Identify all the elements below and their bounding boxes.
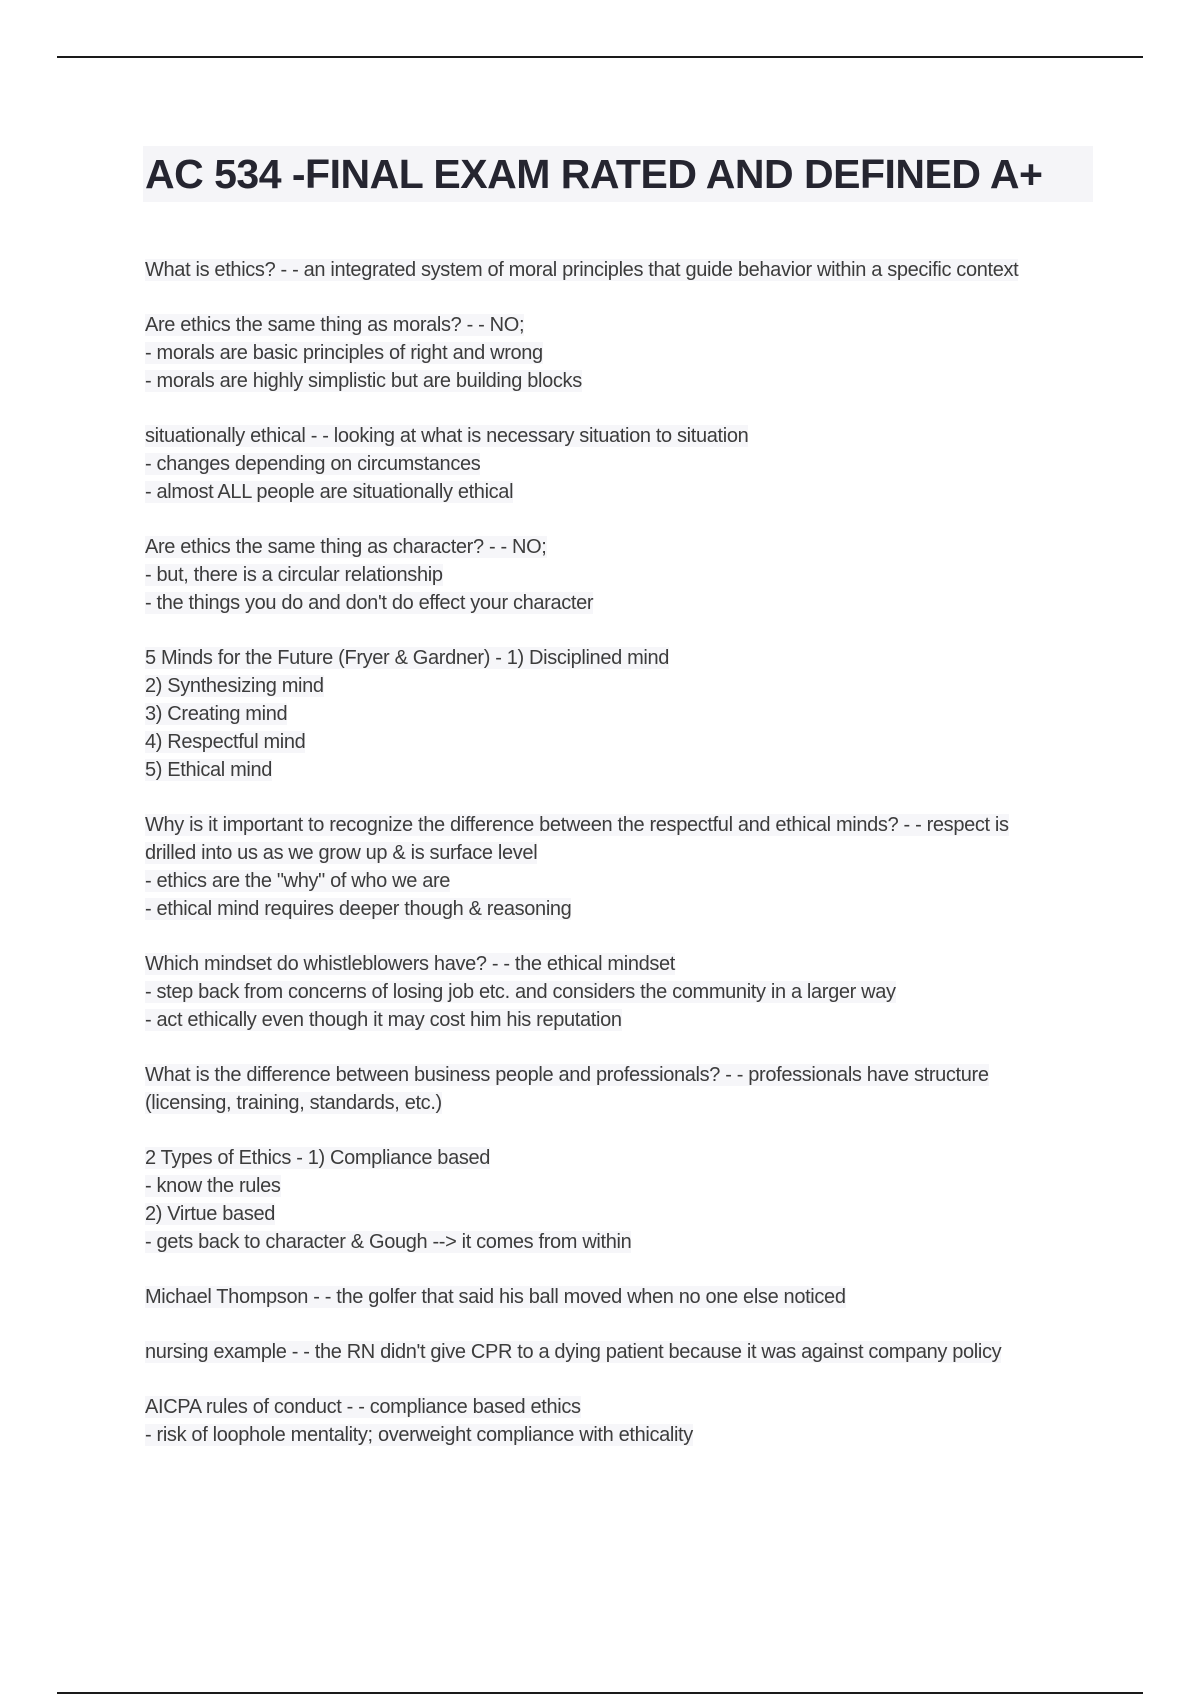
line-text: What is the difference between business people and professionals? - - professionals have structure: [145, 1064, 989, 1086]
flashcard-detail-line: [145, 1006, 1075, 1034]
flashcard-term-line: [145, 1393, 1075, 1421]
line-text: Are ethics the same thing as character? - - NO;: [145, 536, 547, 558]
flashcard-detail-line: [145, 756, 1075, 784]
line-text: 2 Types of Ethics - 1) Compliance based: [145, 1147, 491, 1169]
flashcard: [145, 644, 1075, 784]
line-text: - ethical mind requires deeper though & reasoning: [145, 898, 572, 920]
flashcard-term-line: [145, 1144, 1075, 1172]
flashcard-detail-line: [145, 1200, 1075, 1228]
line-text: drilled into us as we grow up & is surface level: [145, 842, 538, 864]
line-text: - the things you do and don't do effect your character: [145, 592, 594, 614]
flashcard-term-line: [145, 256, 1075, 284]
flashcard: [145, 256, 1075, 284]
flashcard-term-line: [145, 1338, 1075, 1366]
flashcard-detail-line: [145, 367, 1075, 395]
line-text: - morals are basic principles of right and wrong: [145, 342, 543, 364]
line-text: situationally ethical - - looking at what is necessary situation to situation: [145, 425, 749, 447]
flashcard: [145, 422, 1075, 506]
flashcard-detail-line: [145, 589, 1075, 617]
flashcard-detail-line: [145, 700, 1075, 728]
line-text: Michael Thompson - - the golfer that said his ball moved when no one else noticed: [145, 1286, 846, 1308]
flashcard: [145, 1283, 1075, 1311]
flashcard-detail-line: [145, 1172, 1075, 1200]
line-text: Are ethics the same thing as morals? - - NO;: [145, 314, 525, 336]
flashcard-term-line: [145, 1061, 1075, 1089]
line-text: - ethics are the "why" of who we are: [145, 870, 451, 892]
line-text: 4) Respectful mind: [145, 731, 306, 753]
flashcard-detail-line: [145, 561, 1075, 589]
line-text: - act ethically even though it may cost him his reputation: [145, 1009, 622, 1031]
line-text: nursing example - - the RN didn't give CPR to a dying patient because it was against company policy: [145, 1341, 1002, 1363]
line-text: - know the rules: [145, 1175, 281, 1197]
line-text: - almost ALL people are situationally ethical: [145, 481, 514, 503]
flashcard-term-line: [145, 811, 1075, 839]
flashcard-detail-line: [145, 978, 1075, 1006]
flashcard: [145, 1338, 1075, 1366]
top-rule: [57, 56, 1143, 58]
flashcard-term-line: [145, 644, 1075, 672]
flashcard-term-line: [145, 950, 1075, 978]
flashcard-detail-line: [145, 478, 1075, 506]
line-text: Which mindset do whistleblowers have? - - the ethical mindset: [145, 953, 676, 975]
line-text: 5 Minds for the Future (Fryer & Gardner) - 1) Disciplined mind: [145, 647, 670, 669]
flashcard-list: [145, 256, 1075, 1476]
line-text: - but, there is a circular relationship: [145, 564, 443, 586]
flashcard: [145, 311, 1075, 395]
line-text: Why is it important to recognize the difference between the respectful and ethical minds? - - respect is: [145, 814, 1009, 836]
line-text: - changes depending on circumstances: [145, 453, 481, 475]
line-text: - gets back to character & Gough --> it comes from within: [145, 1231, 632, 1253]
flashcard-detail-line: [145, 867, 1075, 895]
line-text: 3) Creating mind: [145, 703, 288, 725]
flashcard-term-line: [145, 533, 1075, 561]
flashcard-term-line: [145, 422, 1075, 450]
flashcard-detail-line: [145, 895, 1075, 923]
flashcard-detail-line: [145, 728, 1075, 756]
line-text: - risk of loophole mentality; overweight compliance with ethicality: [145, 1424, 693, 1446]
bottom-rule: [57, 1692, 1143, 1694]
flashcard: [145, 811, 1075, 923]
line-text: What is ethics? - - an integrated system of moral principles that guide behavior within a specific context: [145, 259, 1019, 281]
line-text: (licensing, training, standards, etc.): [145, 1092, 442, 1114]
flashcard: [145, 533, 1075, 617]
flashcard: [145, 950, 1075, 1034]
flashcard-detail-line: [145, 1228, 1075, 1256]
flashcard-detail-line: [145, 1421, 1075, 1449]
line-text: - morals are highly simplistic but are building blocks: [145, 370, 582, 392]
line-text: 2) Synthesizing mind: [145, 675, 324, 697]
line-text: - step back from concerns of losing job etc. and considers the community in a larger way: [145, 981, 896, 1003]
line-text: 5) Ethical mind: [145, 759, 273, 781]
document-title: AC 534 -FINAL EXAM RATED AND DEFINED A+: [145, 151, 1043, 197]
flashcard-detail-line: [145, 450, 1075, 478]
flashcard-detail-line: [145, 339, 1075, 367]
flashcard-term-line: [145, 1283, 1075, 1311]
flashcard: [145, 1061, 1075, 1117]
flashcard-term-line: [145, 311, 1075, 339]
flashcard: [145, 1144, 1075, 1256]
flashcard: [145, 1393, 1075, 1449]
line-text: AICPA rules of conduct - - compliance based ethics: [145, 1396, 581, 1418]
line-text: 2) Virtue based: [145, 1203, 276, 1225]
flashcard-detail-line: [145, 1089, 1075, 1117]
flashcard-detail-line: [145, 839, 1075, 867]
flashcard-detail-line: [145, 672, 1075, 700]
